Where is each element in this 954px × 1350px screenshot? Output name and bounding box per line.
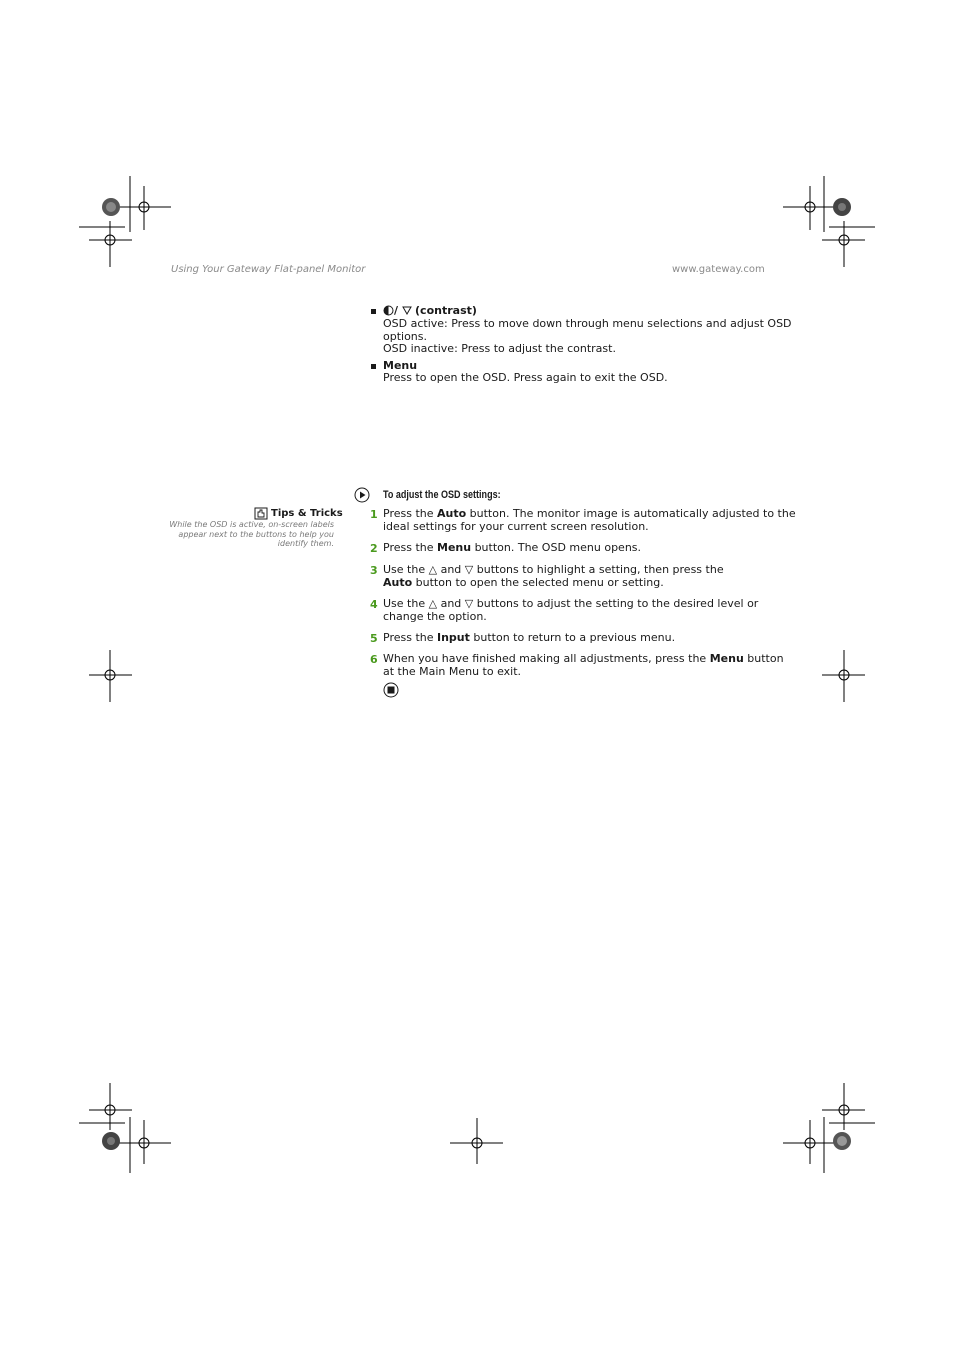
- step-text: Press the: [383, 631, 437, 644]
- contrast-desc-line: OSD active: Press to move down through menu selections and adjust OSD: [383, 317, 792, 330]
- step-number: 3: [370, 564, 378, 577]
- step-text: Use the: [383, 597, 429, 610]
- tips-line: While the OSD is active, on-screen labels: [169, 520, 334, 529]
- play-circle-icon: [354, 487, 370, 503]
- step-text: buttons to highlight a setting, then press the: [473, 563, 724, 576]
- menu-label: Menu: [383, 359, 418, 372]
- contrast-icon: [383, 305, 394, 316]
- step-4-text: [383, 598, 758, 623]
- step-number: 1: [370, 508, 378, 521]
- input-button-ref: Input: [437, 631, 470, 644]
- step-text: Press the: [383, 541, 437, 554]
- step-6-text: [383, 653, 784, 678]
- step-text: Press the: [383, 507, 437, 520]
- menu-button-ref: Menu: [437, 541, 472, 554]
- step-text: Use the: [383, 563, 429, 576]
- stop-circle-icon: [383, 682, 399, 698]
- contrast-desc-line: options.: [383, 329, 428, 343]
- step-text: button. The OSD menu opens.: [471, 541, 642, 554]
- contrast-separator: /: [394, 304, 399, 317]
- bullet-marker: [371, 309, 376, 314]
- menu-button-ref: Menu: [709, 652, 744, 665]
- up-triangle-icon: △: [428, 563, 438, 576]
- down-triangle-icon: [402, 306, 412, 315]
- step-number: 5: [370, 632, 378, 645]
- contrast-label: (contrast): [415, 304, 477, 317]
- step-text: ideal settings for your current screen resolution.: [383, 519, 649, 533]
- step-text: change the option.: [383, 609, 487, 623]
- step-2-text: [383, 542, 641, 555]
- tips-title: Tips & Tricks: [271, 508, 343, 519]
- step-text: at the Main Menu to exit.: [383, 664, 522, 678]
- down-triangle-icon: ▽: [464, 597, 474, 610]
- step-text: buttons to adjust the setting to the desired level or: [473, 597, 759, 610]
- step-text: and: [437, 563, 465, 576]
- step-text: When you have finished making all adjustments, press the: [383, 652, 710, 665]
- step-5-text: [383, 632, 675, 645]
- up-triangle-icon: △: [428, 597, 438, 610]
- tips-line: identify them.: [277, 539, 334, 548]
- step-text: button. The monitor image is automatically adjusted to the: [466, 507, 796, 520]
- bullet-menu-desc: Press to open the OSD. Press again to exit the OSD.: [383, 371, 668, 384]
- step-1-text: [383, 508, 796, 533]
- step-number: 2: [370, 542, 378, 555]
- step-text: button to open the selected menu or setting.: [412, 575, 664, 589]
- step-text: and: [437, 597, 465, 610]
- step-number: 6: [370, 653, 378, 666]
- step-text: button: [743, 652, 784, 665]
- bullet-marker: [371, 364, 376, 369]
- tips-line: appear next to the buttons to help you: [178, 529, 334, 539]
- auto-button-ref: Auto: [383, 575, 413, 589]
- tips-body: [164, 520, 334, 549]
- step-number: 4: [370, 598, 378, 611]
- running-header-title: Using Your Gateway Flat-panel Monitor: [171, 264, 366, 275]
- down-triangle-icon: ▽: [464, 563, 474, 576]
- contrast-desc-line: OSD inactive: Press to adjust the contrast.: [383, 342, 616, 355]
- tips-hand-icon: [254, 506, 268, 520]
- running-header-url: www.gateway.com: [672, 264, 765, 275]
- bullet-contrast-title: [383, 305, 477, 318]
- procedure-heading: To adjust the OSD settings:: [383, 489, 501, 501]
- step-3-text: [383, 564, 724, 589]
- auto-button-ref: Auto: [437, 507, 467, 520]
- step-text: button to return to a previous menu.: [469, 631, 676, 644]
- bullet-contrast-desc: [383, 318, 792, 356]
